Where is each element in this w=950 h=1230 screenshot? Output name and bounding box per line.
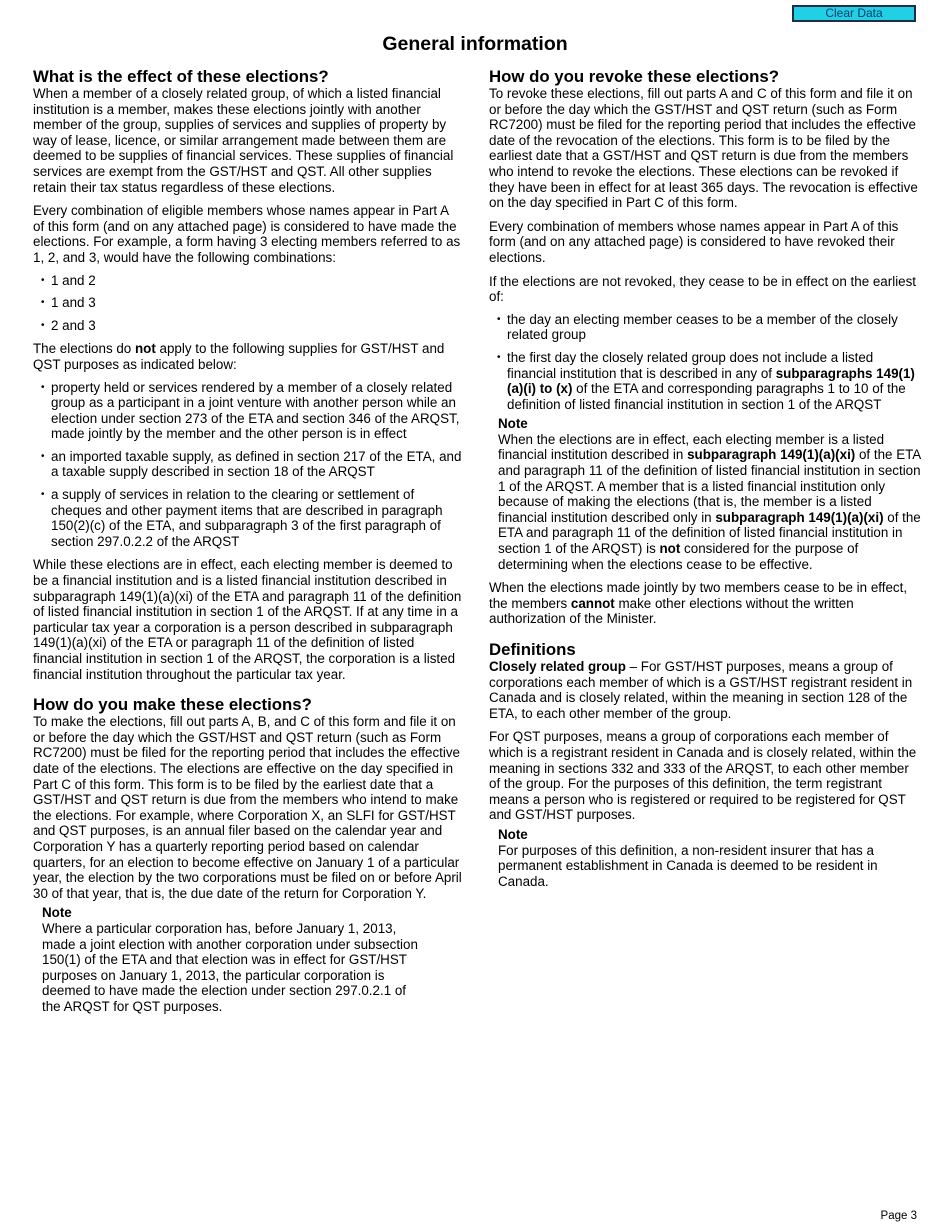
bold-text: not <box>134 341 156 357</box>
bold-text: subparagraph 149(1)(a)(xi) <box>687 447 856 463</box>
right-column <box>489 67 921 889</box>
text-run: of the ETA and paragraph 11 of the definition of listed financial institution in section 1 of the ARQST) is <box>498 509 921 557</box>
page-number: Page 3 <box>880 1210 917 1222</box>
text-run: of the ETA and corresponding paragraphs 1 to 10 of the definition of listed financial institution in section 1 of the ARQST <box>507 381 906 412</box>
revoke-paragraph-4 <box>489 580 921 627</box>
text-run: The elections do <box>33 341 135 357</box>
effect-section <box>33 67 463 682</box>
clear-data-button[interactable]: Clear Data <box>792 5 916 22</box>
definitions-note <box>498 827 921 889</box>
list-item: • 2 and 3 <box>33 318 463 334</box>
text-run: – For GST/HST purposes, means a group of corporations each member of which is a GST/HST registrant resident in Canada and is closely related, within the meaning in section 128 of the ETA, to each other member of the group. <box>489 659 913 721</box>
text-run: of the ETA and paragraph 11 of the definition of listed financial institution in section 1 of the ARQST. A member that is a listed financial institution only because of making the elections (that is, the member is a listed financial institution described only in <box>498 447 921 525</box>
revoke-paragraph-3: If the elections are not revoked, they cease to be in effect on the earliest of: <box>489 273 917 305</box>
list-item: • a supply of services in relation to the clearing or settlement of cheques and other payment items that are described in paragraph 150(2)(c) of the ETA, and subparagraph 3 of the first paragraph of section 297.0.2.2 of the ARQST <box>33 487 463 549</box>
note-text <box>498 432 921 572</box>
bold-text: cannot <box>570 595 615 611</box>
revoke-heading: How do you revoke these elections? <box>489 67 780 86</box>
revoke-note <box>498 416 921 572</box>
definitions-section <box>489 640 921 889</box>
effect-heading: What is the effect of these elections? <box>33 67 329 86</box>
make-section <box>33 695 463 1014</box>
page-title: General information <box>382 33 568 55</box>
make-heading: How do you make these elections? <box>33 695 312 715</box>
cease-conditions-list <box>489 312 921 413</box>
text-run: apply to the following supplies for GST/HST and QST purposes as indicated below: <box>33 341 445 372</box>
list-item <box>489 350 921 412</box>
text-run: When the elections are in effect, each electing member is a listed financial institution described in <box>498 431 885 463</box>
list-item: • property held or services rendered by a member of a closely related group as a participant in a joint venture with another person while an election under section 273 of the ETA and section 346 of the ARQST, made jointly by the member and the other person is in effect <box>33 380 463 442</box>
note-text: Where a particular corporation has, before January 1, 2013, made a joint election with another corporation under subsection 150(1) of the ETA and that election was in effect for GST/HST purposes on January 1, 2013, the particular corporation is deemed to have made the election under section 297.0.2.1 of the ARQST for QST purposes. <box>42 920 418 1014</box>
definitions-paragraph-1 <box>489 659 921 721</box>
note-title: Note <box>498 416 528 432</box>
combinations-list <box>33 273 463 334</box>
list-item: • 1 and 3 <box>33 295 463 311</box>
effect-paragraph-2: Every combination of eligible members whose names appear in Part A of this form (and on any attached page) is considered to have made the elections. For example, a form having 3 electing members referred to as 1, 2, and 3, would have the following combinations: <box>33 203 461 265</box>
text-run: When the elections made jointly by two members cease to be in effect, the members <box>489 580 908 611</box>
list-item: • 1 and 2 <box>33 273 463 289</box>
bold-text: Closely related group <box>489 659 626 674</box>
revoke-paragraph-2: Every combination of members whose names appear in Part A of this form (and on any attached page) is considered to have revoked their elections. <box>489 218 899 265</box>
effect-paragraph-4: While these elections are in effect, each electing member is deemed to be a financial institution and is a listed financial institution described in subparagraph 149(1)(a)(xi) of the ETA and paragraph 11 of the definition of listed financial institution in section 1 of the ARQST. If at any time in a particular tax year a corporation is a person described in subparagraph 149(1)(a)(xi) of the ETA or paragraph 11 of the definition of listed financial institution in section 1 of the ARQST, the corporation is a listed financial institution throughout the particular tax year. <box>33 557 462 682</box>
text-run: considered for the purpose of determining when the elections cease to be effective. <box>498 541 859 572</box>
supplies-list <box>33 380 463 550</box>
bold-text: not <box>659 541 681 557</box>
effect-paragraph-1: When a member of a closely related group, of which a listed financial institution is a member, makes these elections jointly with another member of the group, supplies of services and supplies of property by way of lease, licence, or similar arrangement made between them are deemed to be supplies of financial services. These supplies of financial services are exempt from the GST/HST and QST. All other supplies retain their tax status regardless of these elections. <box>33 86 454 195</box>
note-text: For purposes of this definition, a non-resident insurer that has a permanent establishment in Canada is deemed to be resident in Canada. <box>498 842 878 889</box>
make-note <box>42 905 463 1014</box>
list-item: • an imported taxable supply, as defined in section 217 of the ETA, and a taxable supply described in section 18 of the ARQST <box>33 449 463 480</box>
definitions-paragraph-2: For QST purposes, means a group of corporations each member of which is a registrant resident in Canada and is closely related, within the meaning in sections 332 and 333 of the ARQST, to each other member of the group. For the purposes of this definition, the term registrant means a person who is registered or required to be registered for QST and GST/HST purposes. <box>489 729 917 823</box>
list-item: • the day an electing member ceases to be a member of the closely related group <box>489 312 921 343</box>
bold-text: subparagraph 149(1)(a)(xi) <box>715 509 884 525</box>
effect-paragraph-3 <box>33 341 463 372</box>
left-column <box>33 67 463 1014</box>
note-title: Note <box>42 905 72 921</box>
bold-text: subparagraphs 149(1)(a)(i) to (x) <box>507 365 915 397</box>
text-run: the first day the closely related group does not include a listed financial institution that is described in any of <box>507 349 874 381</box>
note-title: Note <box>498 826 528 842</box>
make-paragraph-1: To make the elections, fill out parts A, B, and C of this form and file it on or before the day which the GST/HST and QST return (such as Form RC7200) must be filed for the reporting period that includes the effective date of the elections. The elections are effective on the day specified in Part C of this form. This form is to be filed by the earliest date that a GST/HST and QST return is due from the members who intend to make the elections. For example, where Corporation X, an SLFI for GST/HST and QST purposes, is an annual filer based on the calendar year and Corporation Y has a quarterly reporting period based on calendar quarters, for an election to become effective on January 1 of a particular year, the election by the two corporations must be filed on or before April 30 of that year, that is, the due date of the return for Corporation Y. <box>33 714 462 901</box>
revoke-paragraph-1: To revoke these elections, fill out parts A and C of this form and file it on or before the day which the GST/HST and QST return (such as Form RC7200) must be filed for the reporting period that includes the effective date of the revocation of the elections. This form is to be filed by the earliest date that a GST/HST and QST return is due from the members who intend to revoke the elections. These elections can be revoked if they have been in effect for at least 365 days. The revocation is effective on the day specified in Part C of this form. <box>489 86 918 211</box>
revoke-section <box>489 67 921 627</box>
definitions-heading: Definitions <box>489 640 576 659</box>
text-run: make other elections without the written authorization of the Minister. <box>489 595 854 627</box>
